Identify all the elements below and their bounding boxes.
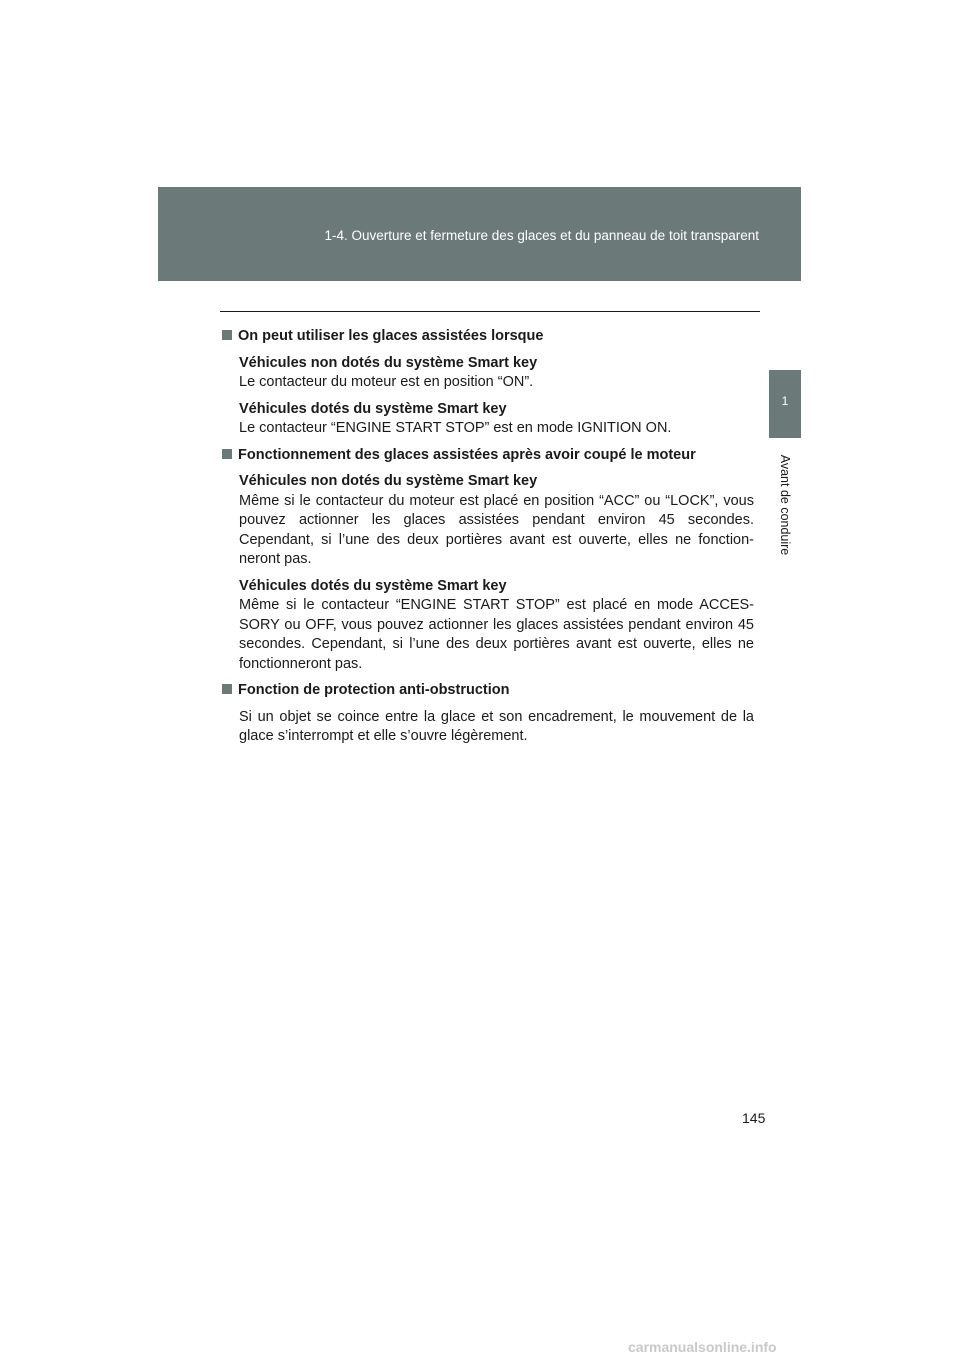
- section-heading-text: Fonction de protection anti-obstruction: [238, 682, 510, 698]
- section-block: [222, 708, 754, 747]
- section-heading-text: Fonctionnement des glaces assistées après avoir coupé le moteur: [238, 446, 696, 463]
- chapter-title: 1-4. Ouverture et fermeture des glaces et du panneau de toit transparent: [324, 228, 759, 243]
- section-block: [222, 577, 754, 675]
- watermark: carmanualsonline.info: [628, 1339, 777, 1355]
- block-text: Le contacteur “ENGINE START STOP” est en mode IGNITION ON.: [239, 420, 672, 436]
- chapter-number: 1: [781, 394, 789, 408]
- block-text: Même si le contacteur “ENGINE START STOP” est placé en mode ACCES-SORY ou OFF, vous pouvez actionner les glaces assistées pendant environ 45 secondes. Cependant, si l’une des deux portières avant est ouverte, elles ne fonctionneront pas.: [239, 597, 754, 672]
- section-heading: [222, 681, 754, 701]
- square-bullet-icon: [222, 449, 232, 459]
- chapter-side-label: Avant de conduire: [778, 454, 792, 556]
- block-subheading: Véhicules non dotés du système Smart key: [239, 354, 538, 371]
- chapter-tab: [769, 370, 801, 438]
- block-text: Si un objet se coince entre la glace et son encadrement, le mouvement de la glace s’interrompt et elle s’ouvre légèrement.: [239, 708, 754, 744]
- block-text: Le contacteur du moteur est en position “ON”.: [239, 374, 534, 390]
- block-subheading: Véhicules dotés du système Smart key: [239, 400, 507, 417]
- section-heading: [222, 446, 754, 466]
- section-heading-text: On peut utiliser les glaces assistées lorsque: [238, 328, 544, 344]
- square-bullet-icon: [222, 330, 232, 340]
- section-block: [222, 472, 754, 570]
- block-subheading: Véhicules dotés du système Smart key: [239, 577, 507, 594]
- page-number: 145: [742, 1110, 766, 1126]
- section-block: [222, 400, 754, 439]
- section-block: [222, 354, 754, 393]
- chapter-header: [158, 187, 801, 281]
- header-rule: [220, 311, 760, 312]
- page-content: [222, 327, 754, 747]
- section-heading: [222, 327, 754, 347]
- square-bullet-icon: [222, 684, 232, 694]
- block-subheading: Véhicules non dotés du système Smart key: [239, 473, 538, 489]
- block-text: Même si le contacteur du moteur est placé en position “ACC” ou “LOCK”, vous pouvez actionner les glaces assistées pendant environ 45 secondes. Cependant, si l’une des deux portières avant est ouverte, elles ne fonction-neront pas.: [239, 492, 754, 567]
